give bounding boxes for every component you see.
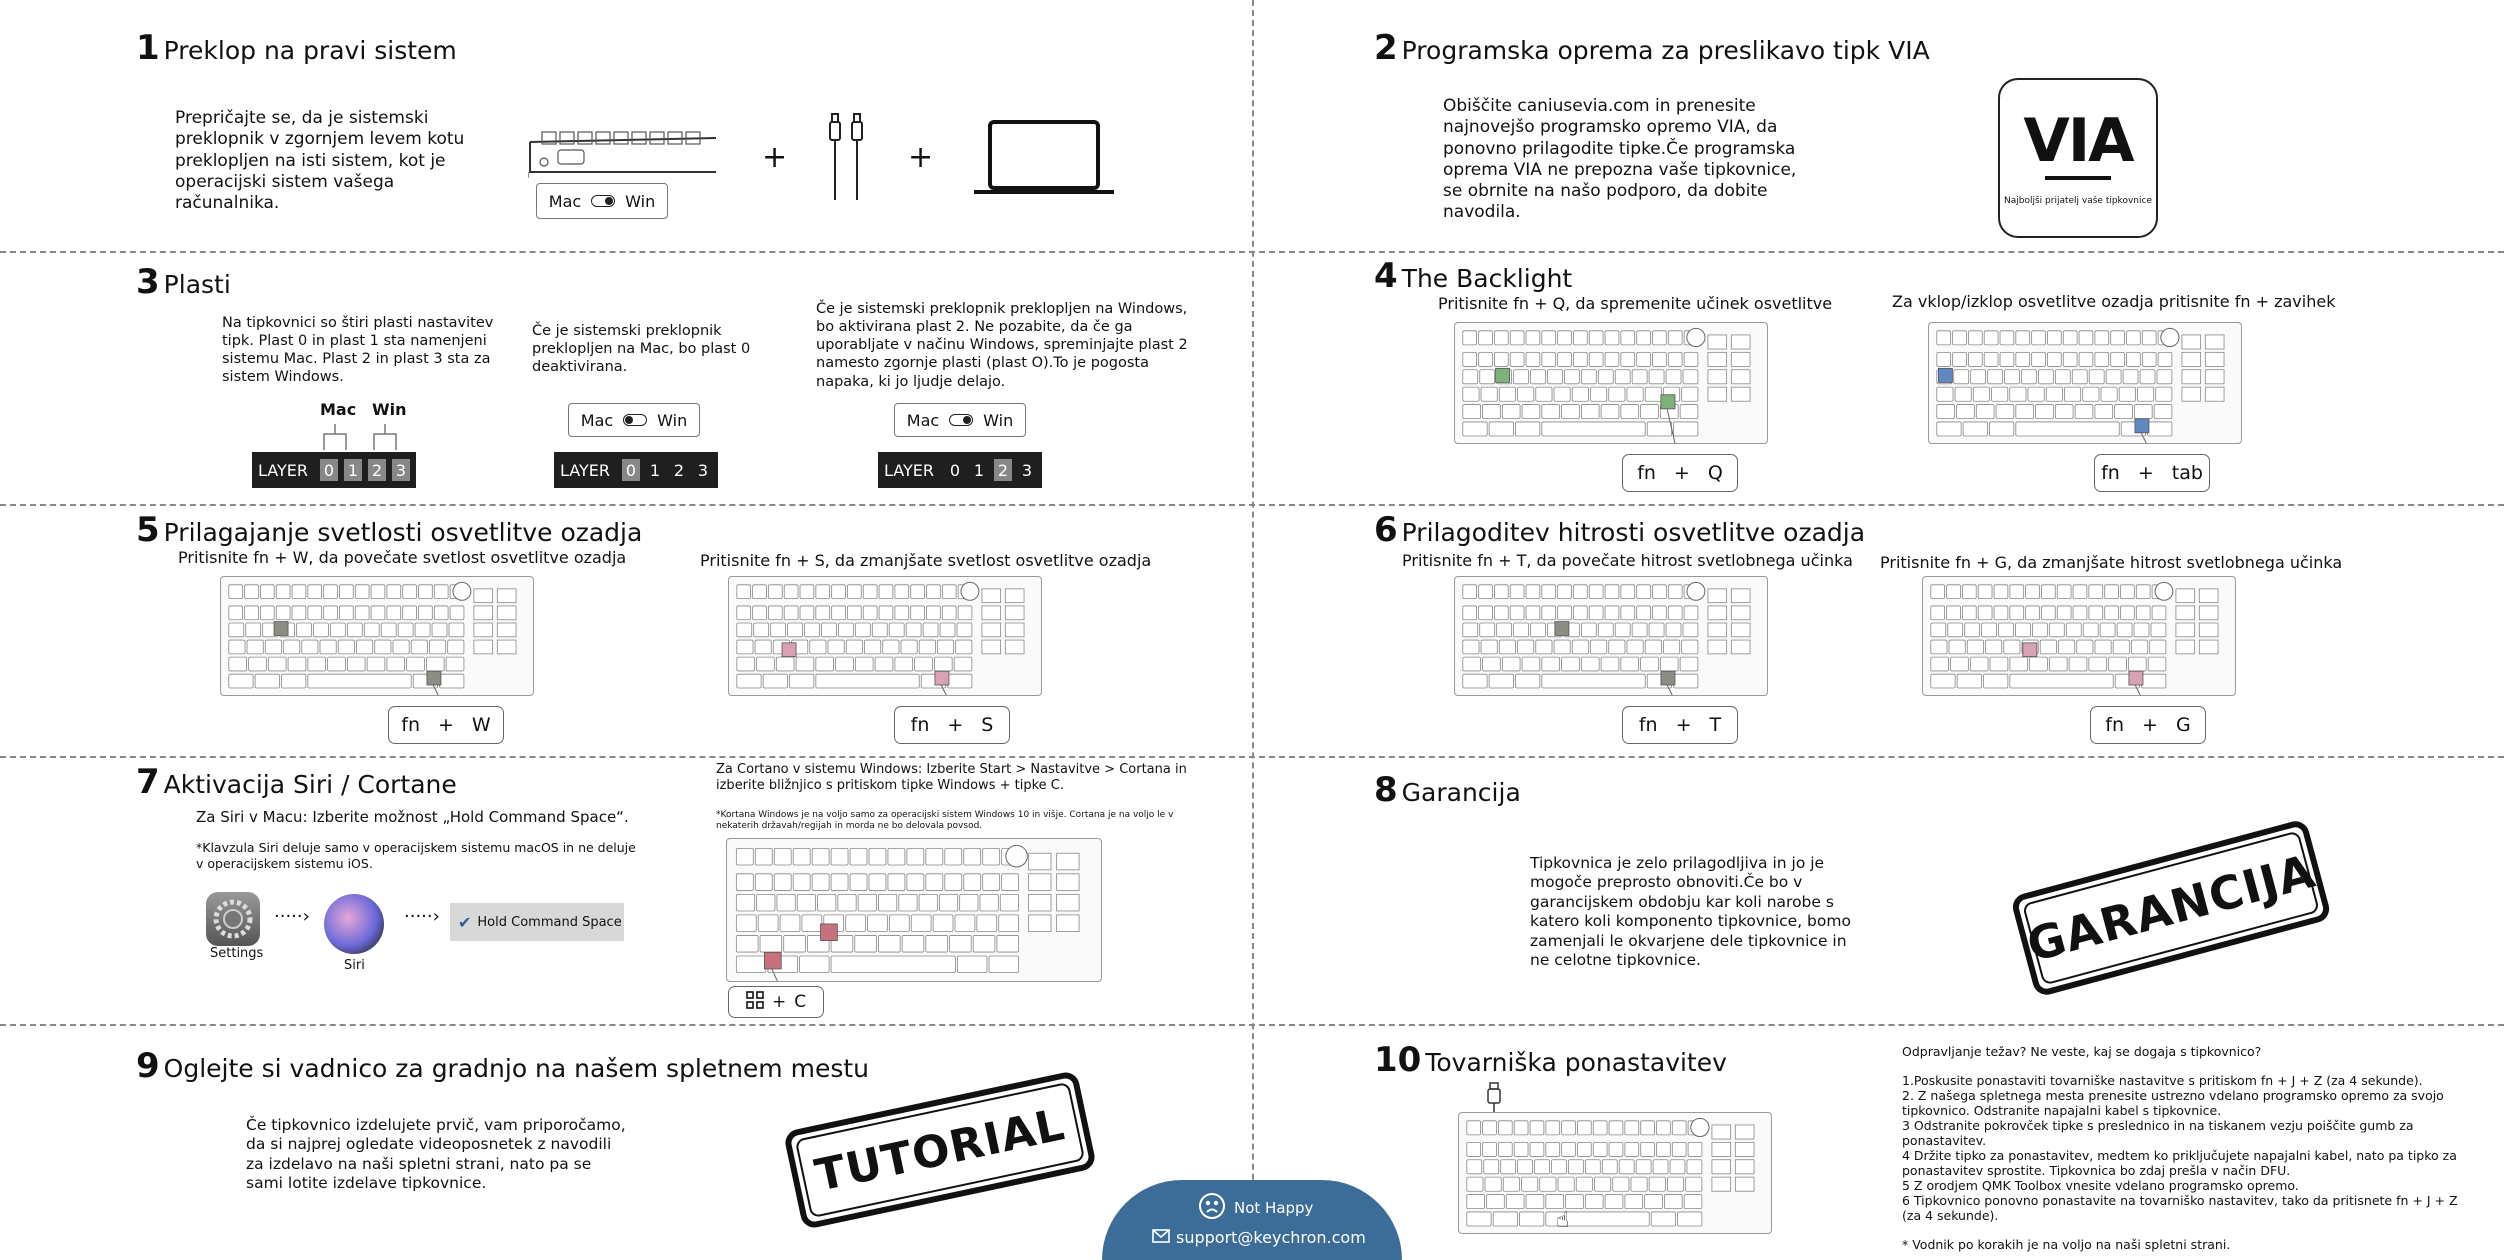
section-7-heading: [136, 762, 457, 802]
via-logo-box: [1998, 78, 2158, 238]
layer-0: 0: [622, 459, 640, 481]
section-8-heading: [1374, 770, 1521, 810]
toggle-mac-label: Mac: [580, 410, 614, 430]
system-toggle-mac: [568, 403, 700, 437]
key-fn: fn: [401, 714, 420, 736]
arrow-dots: ·····›: [404, 906, 440, 927]
layer-indicator-win: [878, 452, 1042, 488]
toggle-switch-icon: [949, 414, 973, 426]
section-2-heading: [1374, 28, 1930, 68]
laptop-icon: [972, 118, 1116, 198]
keyboard-diagram: [726, 838, 1102, 982]
section-4-heading: [1374, 256, 1572, 296]
key-fn: fn: [1638, 714, 1658, 736]
keyboard-diagram: [1458, 1112, 1772, 1234]
section-title: Garancija: [1401, 778, 1521, 807]
settings-gear-icon: [206, 892, 260, 946]
plus-sign: +: [908, 140, 934, 175]
key-combo-win-c: [728, 986, 824, 1018]
siri-mac-text: Za Siri v Macu: Izberite možnost „Hold Command Space“.: [196, 808, 629, 826]
toggle-switch-icon: [623, 414, 647, 426]
section-title: Aktivacija Siri / Cortane: [163, 770, 457, 799]
reset-intro: Odpravljanje težav? Ne veste, kaj se dogaja s tipkovnico?: [1902, 1044, 2262, 1059]
key-combo-fn-tab: [2094, 454, 2210, 492]
toggle-mac-label: Mac: [906, 410, 940, 430]
via-logo-underline: [2045, 176, 2111, 180]
reset-step: 4 Držite tipko za ponastavitev, medtem ko priključujete napajalni kabel, nato pa tipko za ponastavitev sprostite. Tipkovnica bo zdaj prešla v način DFU.: [1902, 1148, 2457, 1178]
section-number: 8: [1374, 770, 1398, 810]
key-combo-fn-w: [388, 706, 504, 744]
siri-mac-note: *Klavzula Siri deluje samo v operacijskem sistemu macOS in ne deluje v operacijskem sistemu iOS.: [196, 840, 636, 871]
layer-3: 3: [392, 459, 410, 481]
toggle-win-label: Win: [657, 410, 688, 430]
key-s: S: [981, 714, 994, 736]
layer-1: 1: [344, 459, 362, 481]
section-2-text: Obiščite caniusevia.com in prenesite najnovejšo programsko opremo VIA, da ponovno prilagodite tipke.Če programska oprema VIA ne prepozna vaše tipkovnice, se obrnite na našo podporo, da dobite navodila.: [1443, 96, 1797, 223]
row-divider-2: [0, 504, 2504, 506]
keyboard-diagram: [220, 576, 534, 696]
backlight-caption-1: Pritisnite fn + Q, da spremenite učinek osvetlitve: [1438, 294, 1833, 313]
arrow-dots: ·····›: [274, 906, 310, 927]
key-combo-fn-s: [894, 706, 1010, 744]
reset-instructions: [1902, 1044, 2462, 1252]
keyboard-diagram: [1454, 576, 1768, 696]
layer-3: 3: [1021, 460, 1033, 480]
section-number: 3: [136, 262, 160, 302]
reset-step: 3 Odstranite pokrovček tipke s preslednico in na tiskanem vezju poiščite gumb za ponastavitev.: [1902, 1118, 2414, 1148]
layer-indicator-mac: [554, 452, 718, 488]
section-3-text-2: Če je sistemski preklopnik preklopljen na Mac, bo plast 0 deaktivirana.: [532, 323, 751, 376]
layer-bracket-lines: [322, 422, 402, 452]
section-number: 2: [1374, 28, 1398, 68]
plus-sign: +: [1675, 714, 1692, 736]
layer-indicator-all: [252, 452, 416, 488]
toggle-switch-icon: [591, 195, 615, 207]
plus-sign: +: [762, 140, 788, 175]
windows-key-icon: [746, 991, 764, 1014]
plus-sign: +: [2137, 462, 2154, 484]
center-divider: [1252, 0, 1254, 1260]
mac-label: Mac: [320, 400, 357, 419]
section-3-text-1: Na tipkovnici so štiri plasti nastavitev tipk. Plast 0 in plast 1 sta namenjeni sistemu Mac. Plast 2 in plast 3 sta za sistem Windows.: [222, 315, 494, 386]
layer-0: 0: [320, 459, 338, 481]
reset-footnote: * Vodnik po korakih je na voljo na naši spletni strani.: [1902, 1237, 2231, 1252]
section-number: 1: [136, 28, 160, 68]
section-title: Prilagoditev hitrosti osvetlitve ozadja: [1401, 518, 1866, 547]
warranty-stamp: GARANCIJA: [2010, 818, 2332, 998]
key-fn: fn: [2101, 462, 2120, 484]
key-w: W: [471, 714, 491, 736]
plus-sign: +: [947, 714, 964, 736]
system-toggle-win: [894, 403, 1026, 437]
section-number: 4: [1374, 256, 1398, 296]
section-1-text: Prepričajte se, da je sistemski preklopnik v zgornjem levem kotu preklopljen na isti sistem, kot je operacijski sistem vašega računalnika.: [175, 108, 465, 213]
settings-label: Settings: [210, 946, 264, 961]
section-title: Programska oprema za preslikavo tipk VIA: [1401, 36, 1930, 65]
usb-plug-icon: [1484, 1082, 1504, 1116]
key-fn: fn: [1637, 462, 1656, 484]
reset-step: 6 Tipkovnico ponovno ponastavite na tovarniško nastavitev, tako da pritisnete fn + J + Z (za 4 sekunde).: [1902, 1193, 2458, 1223]
speed-caption-2: Pritisnite fn + G, da zmanjšate hitrost svetlobnega učinka: [1880, 553, 2343, 572]
key-g: G: [2175, 714, 2191, 736]
backlight-caption-2: Za vklop/izklop osvetlitve ozadja pritisnite fn + zavihek: [1892, 292, 2336, 311]
keyboard-corner-illustration: [528, 128, 718, 178]
layer-2: 2: [994, 459, 1012, 481]
section-3-text-3: Če je sistemski preklopnik preklopljen na Windows, bo aktivirana plast 2. Ne pozabite, da če ga uporabljate v načinu Windows, spreminjajte plast 2 namesto zgornje plasti (plast O).To je pogosta napaka, ki jo ljudje delajo.: [816, 301, 1188, 390]
reset-step: 1.Poskusite ponastaviti tovarniške nastavitve s pritiskom fn + J + Z (za 4 sekunde).: [1902, 1073, 2423, 1088]
section-title: Prilagajanje svetlosti osvetlitve ozadja: [163, 518, 643, 547]
plus-sign: +: [2142, 714, 2158, 736]
toggle-win-label: Win: [983, 410, 1014, 430]
section-title: Plasti: [163, 270, 231, 299]
system-toggle: [536, 183, 668, 219]
support-email[interactable]: [1152, 1228, 1366, 1247]
key-combo-fn-g: [2090, 706, 2206, 744]
brightness-caption-2: Pritisnite fn + S, da zmanjšate svetlost osvetlitve ozadja: [700, 551, 1152, 570]
siri-label: Siri: [344, 958, 365, 973]
key-c: C: [794, 992, 807, 1012]
section-title: The Backlight: [1401, 264, 1573, 293]
key-combo-fn-q: [1622, 454, 1738, 492]
layer-label: LAYER: [884, 460, 934, 480]
plus-sign: +: [438, 714, 454, 736]
section-10-heading: [1374, 1040, 1727, 1080]
cortana-win-note: *Kortana Windows je na voljo samo za operacijski sistem Windows 10 in višje. Cortana je na volјo le v nekaterih državah/regijah in morda ne bo delovala povsod.: [716, 810, 1174, 832]
section-number: 10: [1374, 1040, 1422, 1080]
key-t: T: [1709, 714, 1722, 736]
layer-2: 2: [673, 460, 685, 480]
cortana-win-text: Za Cortano v sistemu Windows: Izberite Start > Nastavitve > Cortana in izberite bližnjico s pritiskom tipke Windows + tipke C.: [716, 762, 1187, 794]
layer-label: LAYER: [560, 460, 610, 480]
section-6-heading: [1374, 510, 1865, 550]
via-logo-caption: Najboljši prijatelj vaše tipkovnice: [2004, 196, 2152, 206]
section-1-heading: [136, 28, 457, 68]
plus-sign: +: [771, 992, 787, 1012]
section-number: 9: [136, 1046, 160, 1086]
reset-step: 2. Z našega spletnega mesta prenesite ustrezno vdelano programsko opremo za svojo tipkovnico. Odstranite napajalni kabel s tipkovnice.: [1902, 1088, 2444, 1118]
keyboard-diagram: [728, 576, 1042, 696]
key-q: Q: [1707, 462, 1723, 484]
keyboard-diagram: [1454, 322, 1768, 444]
siri-icon: [324, 894, 384, 954]
usb-cable-icon: [825, 112, 867, 202]
section-title: Oglejte si vadnico za gradnjo na našem spletnem mestu: [163, 1054, 869, 1083]
section-number: 7: [136, 762, 160, 802]
toggle-win-label: Win: [625, 191, 656, 211]
section-number: 6: [1374, 510, 1398, 550]
key-fn: fn: [2105, 714, 2125, 736]
support-status: [1198, 1192, 1313, 1224]
support-bubble[interactable]: [1102, 1180, 1402, 1260]
tutorial-text: Če tipkovnico izdelujete prvič, vam priporočamo, da si najprej ogledate videoposnetek z navodili za izdelavo na naši spletni strani, nato pa se sami lotite izdelave tipkovnice.: [246, 1116, 626, 1193]
section-5-heading: [136, 510, 642, 550]
layer-label: LAYER: [258, 460, 308, 480]
section-number: 5: [136, 510, 160, 550]
key-tab: tab: [2171, 462, 2203, 484]
row-divider-1: [0, 251, 2504, 253]
hold-command-space-option: [450, 903, 624, 941]
key-combo-fn-t: [1622, 706, 1738, 744]
hold-command-space-label: Hold Command Space: [477, 914, 622, 930]
sad-face-icon: [1198, 1192, 1226, 1224]
speed-caption-1: Pritisnite fn + T, da povečate hitrost svetlobnega učinka: [1402, 551, 1853, 570]
layer-3: 3: [697, 460, 709, 480]
via-logo: VIA: [2023, 106, 2133, 176]
mail-icon: [1152, 1228, 1170, 1247]
reset-step: 5 Z orodjem QMK Toolbox vnesite vdelano programsko opremo.: [1902, 1178, 2299, 1193]
checkmark-icon: ✔: [458, 912, 472, 932]
keyboard-diagram: [1928, 322, 2242, 444]
support-status-label: Not Happy: [1234, 1199, 1314, 1217]
layer-1: 1: [973, 460, 985, 480]
layer-0: 0: [949, 460, 961, 480]
row-divider-4: [0, 1024, 2504, 1026]
layer-1: 1: [649, 460, 661, 480]
brightness-caption-1: Pritisnite fn + W, da povečate svetlost osvetlitve ozadja: [178, 548, 627, 567]
toggle-mac-label: Mac: [548, 191, 582, 211]
key-fn: fn: [910, 714, 930, 736]
layer-2: 2: [368, 459, 386, 481]
win-label: Win: [372, 400, 407, 419]
section-title: Tovarniška ponastavitev: [1425, 1048, 1727, 1077]
keyboard-diagram: [1922, 576, 2236, 696]
row-divider-3: [0, 756, 2504, 758]
pointer-hand-icon: ☝: [1556, 1208, 1570, 1233]
section-9-heading: [136, 1046, 869, 1086]
section-title: Preklop na pravi sistem: [163, 36, 457, 65]
plus-sign: +: [1673, 462, 1690, 484]
warranty-text: Tipkovnica je zelo prilagodljiva in jo je mogoče preprosto obnoviti.Če bo v garancijskem obdobju kar koli narobe s katero koli komponento tipkovnice, bomo zamenjali le okvarjene dele tipkovnice in ne celotne tipkovnice.: [1530, 854, 1851, 969]
section-3-heading: [136, 262, 231, 302]
support-email-link[interactable]: support@keychron.com: [1176, 1228, 1366, 1247]
tutorial-stamp: TUTORIAL: [783, 1070, 1097, 1230]
